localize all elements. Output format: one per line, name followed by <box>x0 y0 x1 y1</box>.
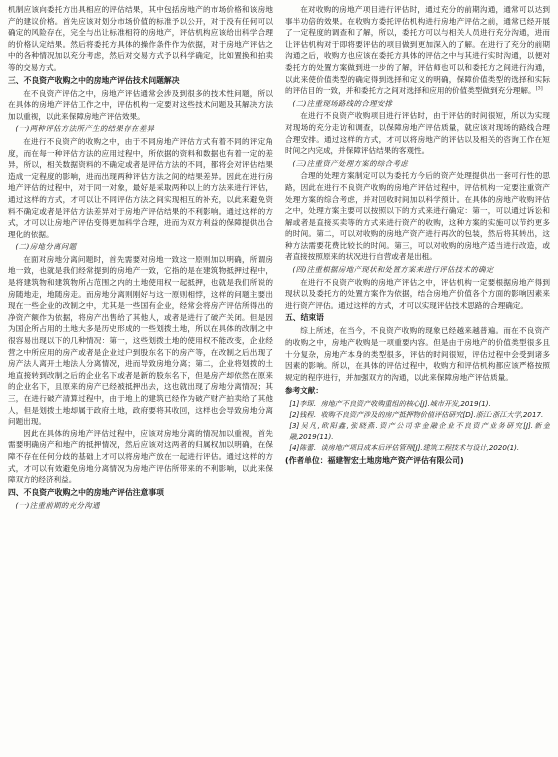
author-affiliation: (作者单位：福建智宏土地房地产资产评估有限公司) <box>285 456 464 465</box>
section-4-heading: 四、不良资产收购之中的房地产评估注意事项 <box>8 487 164 497</box>
section-3-heading: 三、不良资产收购之中的房地产评估技术问题解决 <box>8 75 180 85</box>
paragraph-intro: 机制应该向委托方出具相应的评估结果，其中包括房地产的市场价格和该房地产的建议价格。首先应该对划分市场价值的标准予以公开，对于没有任何可以确定的风险存在，完全与出让标准相符的房地产，评估机构应该给出科学合理的价格认定结果。然后将委托方具体的操作条件作为依据，对于房地产评估之中的各种情况加以充分考虑，然后对交易方式予以科学确定，比如置换和拍卖等的交易方式。 <box>8 5 273 72</box>
subsection-3-2-heading: (二)房地分离问题 <box>15 242 77 252</box>
citation-mark: [3] <box>535 85 543 92</box>
subsection-4-3-heading: (三)注重资产处理方案的综合考虑 <box>292 158 409 168</box>
two-column-body <box>8 4 550 757</box>
subsection-4-4-heading: (四)注重根据房地产现状和处置方案来进行评估技术的确定 <box>292 265 494 275</box>
paragraph-subsection-4-2: 在进行不良资产收购项目进行评估时，由于评估的时间很短，所以为实现对现场的充分走访和调查，以保障房地产评估质量，就应该对现场的路线合理合理安排。通过这样的方式，才可以将房地产的评估以及相关的咨询工作在短时间之内完成，并保障评估结果的客观性。 <box>285 111 550 156</box>
paragraph-subsection-4-3-cont: 第三，可以对收购的房地产适当进行改造，或者直接按照原来的状况进行自营或者是出租。 <box>285 240 550 262</box>
reference-item: [1]李琛．房地产不良资产收购重组的核心[J].城市开发,2019(1). <box>289 399 491 408</box>
paragraph-subsection-4-4: 在进行不良资产收购的房地产评估之中，评估机构一定要根据房地产得到现状以及委托方的处置方案作为依据，结合房地产价值各个方面的影响因素来进行资产评估。通过这样的方式，才可以实现评估技术思路的合理确定。 <box>285 277 550 310</box>
subsection-4-1-heading: (一)注重前期的充分沟通 <box>15 500 100 510</box>
paragraph-subsection-4-1 <box>285 4 550 97</box>
section-5-heading: 五、结束语 <box>285 313 324 323</box>
paragraph-subsection-4-3-text: 合理的处理方案制定可以为委托方今后的资产处理提供出一套可行性的思路，因此在进行不良资产收购的房地产评估过程中，评估机构一定要注重资产处理方案的综合考虑，并对回收时间加以科学预计。在具体的房地产收购评估之中，处理方案主要可以按照以下的方式来进行确定：第一，可以通过诉讼和解或者是直接买卖等的方式来进行资产的收购，这种方案的实施可以节约更多的时间。第二，可以对收购的房地产资产进行再次的包装，然后将其转出，这种方法需要花费比较长的时间。 <box>285 171 550 250</box>
subsection-4-2-heading: (二)注重现场路线的合理安排 <box>292 98 393 108</box>
subsection-3-1-heading: (一)两种评估方法所产生的结果存在差异 <box>15 124 155 134</box>
reference-item: [4]陈蕾．谈房地产项目成本后评估管理[J].建筑工程技术与设计,2020(1). <box>289 443 520 452</box>
paragraph-subsection-3-2a: 在面对房地分离问题时，首先需要对房地一致这一原则加以明确，所谓房地一致，也就是我们经常提到的房地产一致，它指的是在建筑物抵押过程中，是将建筑物和建筑物所占范围之内的土地使用权一起抵押，也就是我们所说的房随地走，地随房走。而房地分离则刚好与这一原则相悖，这样的问题主要出现在一些企业的改制之中，尤其是一些国有企业，经常会将房产评估所得出的净资产额作为依据，将房产出售给了其他人，或者是进行了破产关闭。但是因为国企所占用的土地大多是历史形成的一些划拨土地，所以在具体的改制之中很容易出现以下的几种情况：第一，这些划拨土地的使用权不能改变，企业经营之中所应用的房产或者是企业过户到股东名下的房产等，在改制之后出现了房产法人离开土地法人分离情况，进而导致房地分离；第二，企业将划拨的土地直接转到改制之后的企业名下或者是新的股东名下，但是房产却依然在原来的企业名下，且原来的房产已经被抵押出去，这也就出现了房地分离情况；其三，在进行破产清算过程中，由于地上的建筑已经作为破产财产拍卖给了其他人，但是划拨土地却属于政府土地，政府要将其收回，这样也会导致房地分离问题出现。 <box>8 254 273 427</box>
paragraph-subsection-3-1: 在进行不良资产的收购之中，由于不同房地产评估方式有着不同的评定角度，而在每一种评估方法的应用过程中，所依据的资料和数据也有着一定的差异，所以，相关数据资料的不确定或者是评估方法的不同，都将会对评估结果造成一定程度的影响，进而出现两种评估方法之间的结果差异。因此在进行房地产评估的过程中，对于同一对象，最好是采取两种以上的方法来进行评估，通过这样的方式，才可以让不同评估方法之间实现相互的补充，以此来避免资料不确定或者是评估方法差异对于房地产评估结果的不利影响。通过这样的方式，才可以让房地产评估变得更加科学合理，进而为双方利益的保障提供出合理化的依据。 <box>8 136 273 239</box>
paragraph-subsection-3-2b: 因此在具体的房地产评估过程中，应该对房地分离的情况加以重视，首先需要明确房产和地产的抵押情况，然后应该对这两者的归属权加以明确，在保障不存在任何分歧的基础上才可以将房地产放在一起进行评估。通过这样的方式，才可以有效避免房地分离情况为房地产评估所带来的不利影响，以此来保障双方的经济利益。 <box>8 428 273 485</box>
paragraph-section-3: 在不良资产评估之中，房地产评估通常会涉及到很多的技术性问题，所以在具体的房地产评估工作之中，评估机构一定要对这些技术问题及其解决方法加以重视，以此来保障房地产评估效果。 <box>8 88 273 121</box>
paragraph-section-5: 综上所述，在当今，不良资产收购的现象已经越来越普遍。而在不良资产的收购之中，房地产收购是一项重要内容。但是由于房地产的价值类型很多且十分复杂，房地产本身的类型很多，评估的时间很短，评估过程中会受到诸多因素的影响。所以，在具体的评估过程中，收购方和评估机构都应该严格按照规定的程序进行，并加强双方的沟通，以此来保障房地产评估质量。 <box>285 326 550 382</box>
reference-item: [3]吴凡,欧阳鑫,张晓燕.资产公司非金融企业不良资产业务研究[J].新金融,2019(11). <box>289 421 550 441</box>
left-column <box>8 4 273 757</box>
paragraph-subsection-4-3 <box>285 170 550 263</box>
paragraph-subsection-4-1-text: 在对收购的房地产项目进行评估时，通过充分的前期沟通，通常可以达到事半功倍的效果。在收购方委托评估机构进行房地产评估之前，通常已经开展了一定程度的调查和了解，所以，委托方可以与相关人员进行充分沟通，进而让评估机构对于即将要评估的项目做到更加深入的了解。在进行了充分的前期沟通之后，收购方也应该在委托方具体的评估之中与其进行实时沟通，以便对委托方的处置方案做到进一步的了解，评估师也可以和委托方之间进行沟通，以此来使价值类型的确定得到选择和定义的明确，保障价值类型的选择和实际的评估目的一致，并和委托方之间对选择和应用的价值类型做到充分理解。 <box>285 5 550 96</box>
reference-item: [2]钱程．收购不良资产涉及的房产抵押物价值评估研究[D].浙江:浙江大学,2017. <box>289 410 544 419</box>
references-heading: 参考文献： <box>285 386 323 396</box>
right-column <box>285 4 550 757</box>
